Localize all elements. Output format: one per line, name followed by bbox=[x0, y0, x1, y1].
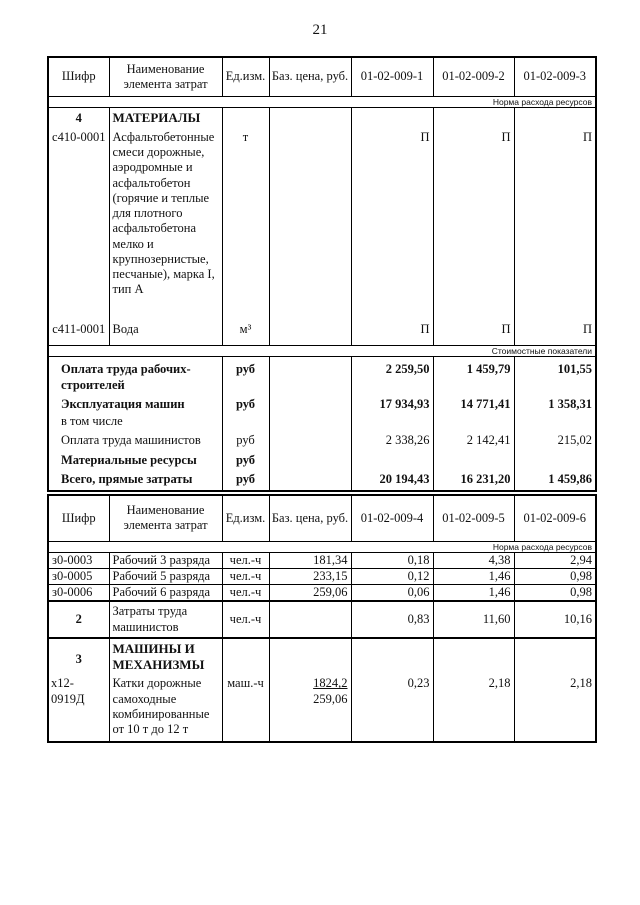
machine-price bbox=[269, 674, 351, 742]
cost-unit: руб bbox=[222, 451, 269, 470]
material-row bbox=[48, 128, 596, 320]
worker-code: з0-0003 bbox=[48, 552, 109, 568]
section-norm-label: Норма расхода ресурсов bbox=[48, 97, 596, 108]
worker-code: з0-0005 bbox=[48, 568, 109, 584]
header-col-2: 01-02-009-2 bbox=[433, 57, 514, 97]
header-code: Шифр bbox=[48, 57, 109, 97]
header-unit: Ед.изм. bbox=[222, 57, 269, 97]
cost-value-2: 16 231,20 bbox=[433, 470, 514, 491]
cost-value-3: 1 358,31 bbox=[514, 395, 596, 414]
cost-unit: руб bbox=[222, 431, 269, 450]
header-name: Наименование элемента затрат bbox=[109, 495, 222, 541]
machine-name: Катки дорожные самоходные комбинированные от 10 т до 12 т bbox=[109, 674, 222, 742]
material-unit: м³ bbox=[222, 320, 269, 346]
worker-name: Рабочий 3 разряда bbox=[109, 552, 222, 568]
worker-price: 181,34 bbox=[269, 552, 351, 568]
worker-row bbox=[48, 585, 596, 602]
material-value-3: П bbox=[514, 128, 596, 320]
cost-value-3: 215,02 bbox=[514, 431, 596, 450]
worker-code: з0-0006 bbox=[48, 585, 109, 602]
cost-value-2: 14 771,41 bbox=[433, 395, 514, 414]
cost-name: Материальные ресурсы bbox=[48, 451, 222, 470]
worker-value-3: 2,94 bbox=[514, 552, 596, 568]
group-row bbox=[48, 638, 596, 675]
header-col-6: 01-02-009-6 bbox=[514, 495, 596, 541]
header-code: Шифр bbox=[48, 495, 109, 541]
cost-name: в том числе bbox=[48, 414, 222, 431]
section-cost-label: Стоимостные показатели bbox=[48, 346, 596, 357]
group-number: 3 bbox=[48, 638, 109, 675]
worker-unit: чел.-ч bbox=[222, 552, 269, 568]
material-code: с411-0001 bbox=[48, 320, 109, 346]
labor-value-1: 0,83 bbox=[351, 601, 433, 638]
cost-row bbox=[48, 470, 596, 491]
machine-unit: маш.-ч bbox=[222, 674, 269, 742]
group-title: МАТЕРИАЛЫ bbox=[109, 108, 222, 128]
header-col-4: 01-02-009-4 bbox=[351, 495, 433, 541]
section-norm-label: Норма расхода ресурсов bbox=[48, 541, 596, 552]
material-value-3: П bbox=[514, 320, 596, 346]
cost-value-2: 1 459,79 bbox=[433, 357, 514, 395]
group-title: МАШИНЫ И МЕХАНИЗМЫ bbox=[109, 638, 222, 675]
header-name: Наименование элемента затрат bbox=[109, 57, 222, 97]
cost-unit: руб bbox=[222, 395, 269, 414]
cost-value-2: 2 142,41 bbox=[433, 431, 514, 450]
header-col-1: 01-02-009-1 bbox=[351, 57, 433, 97]
worker-value-1: 0,06 bbox=[351, 585, 433, 602]
header-unit: Ед.изм. bbox=[222, 495, 269, 541]
machine-price-bottom: 259,06 bbox=[313, 691, 348, 706]
cost-value-3: 101,55 bbox=[514, 357, 596, 395]
worker-unit: чел.-ч bbox=[222, 568, 269, 584]
resource-table-2 bbox=[47, 494, 597, 743]
table-header-row bbox=[48, 57, 596, 97]
labor-name: Затраты труда машинистов bbox=[109, 601, 222, 638]
material-value-2: П bbox=[433, 320, 514, 346]
material-value-1: П bbox=[351, 128, 433, 320]
header-price: Баз. цена, руб. bbox=[269, 495, 351, 541]
group-row bbox=[48, 108, 596, 128]
machine-value-3: 2,18 bbox=[514, 674, 596, 742]
cost-value-1: 2 259,50 bbox=[351, 357, 433, 395]
cost-row bbox=[48, 451, 596, 470]
cost-row bbox=[48, 395, 596, 414]
header-col-3: 01-02-009-3 bbox=[514, 57, 596, 97]
machine-code: х12-0919Д bbox=[48, 674, 109, 742]
material-value-2: П bbox=[433, 128, 514, 320]
group-number: 4 bbox=[48, 108, 109, 128]
labor-value-3: 10,16 bbox=[514, 601, 596, 638]
worker-row bbox=[48, 568, 596, 584]
worker-name: Рабочий 6 разряда bbox=[109, 585, 222, 602]
cost-row bbox=[48, 414, 596, 431]
material-unit: т bbox=[222, 128, 269, 320]
worker-price: 259,06 bbox=[269, 585, 351, 602]
material-row bbox=[48, 320, 596, 346]
page-number: 21 bbox=[312, 22, 328, 38]
worker-value-3: 0,98 bbox=[514, 568, 596, 584]
machine-value-2: 2,18 bbox=[433, 674, 514, 742]
cost-name: Оплата труда машинистов bbox=[48, 431, 222, 450]
labor-code: 2 bbox=[48, 601, 109, 638]
labor-value-2: 11,60 bbox=[433, 601, 514, 638]
material-value-1: П bbox=[351, 320, 433, 346]
cost-row bbox=[48, 357, 596, 395]
material-name: Асфальтобетонные смеси дорожные, аэродромные и асфальтобетон (горячие и теплые для плотного асфальтобетона мелко и крупнозернистые, песчаные), марка I, тип А bbox=[109, 128, 222, 320]
worker-value-1: 0,18 bbox=[351, 552, 433, 568]
material-code: с410-0001 bbox=[48, 128, 109, 320]
section-norm-row bbox=[48, 97, 596, 108]
cost-name: Эксплуатация машин bbox=[48, 395, 222, 414]
cost-unit: руб bbox=[222, 470, 269, 491]
cost-name: Оплата труда рабочих-строителей bbox=[48, 357, 222, 395]
cost-value-1: 20 194,43 bbox=[351, 470, 433, 491]
worker-row bbox=[48, 552, 596, 568]
header-col-5: 01-02-009-5 bbox=[433, 495, 514, 541]
labor-row bbox=[48, 601, 596, 638]
cost-unit: руб bbox=[222, 357, 269, 395]
cost-row bbox=[48, 431, 596, 450]
machine-row bbox=[48, 674, 596, 742]
section-norm-row bbox=[48, 541, 596, 552]
worker-unit: чел.-ч bbox=[222, 585, 269, 602]
resource-table-1 bbox=[47, 56, 597, 492]
cost-name: Всего, прямые затраты bbox=[48, 470, 222, 491]
worker-name: Рабочий 5 разряда bbox=[109, 568, 222, 584]
cost-value-3: 1 459,86 bbox=[514, 470, 596, 491]
machine-value-1: 0,23 bbox=[351, 674, 433, 742]
cost-value-1: 17 934,93 bbox=[351, 395, 433, 414]
header-price: Баз. цена, руб. bbox=[269, 57, 351, 97]
section-cost-row bbox=[48, 346, 596, 357]
worker-value-2: 4,38 bbox=[433, 552, 514, 568]
worker-price: 233,15 bbox=[269, 568, 351, 584]
material-name: Вода bbox=[109, 320, 222, 346]
cost-value-1: 2 338,26 bbox=[351, 431, 433, 450]
worker-value-3: 0,98 bbox=[514, 585, 596, 602]
worker-value-2: 1,46 bbox=[433, 585, 514, 602]
table-header-row bbox=[48, 495, 596, 541]
machine-price-top: 1824,2 bbox=[313, 676, 348, 691]
worker-value-1: 0,12 bbox=[351, 568, 433, 584]
worker-value-2: 1,46 bbox=[433, 568, 514, 584]
labor-unit: чел.-ч bbox=[222, 601, 269, 638]
